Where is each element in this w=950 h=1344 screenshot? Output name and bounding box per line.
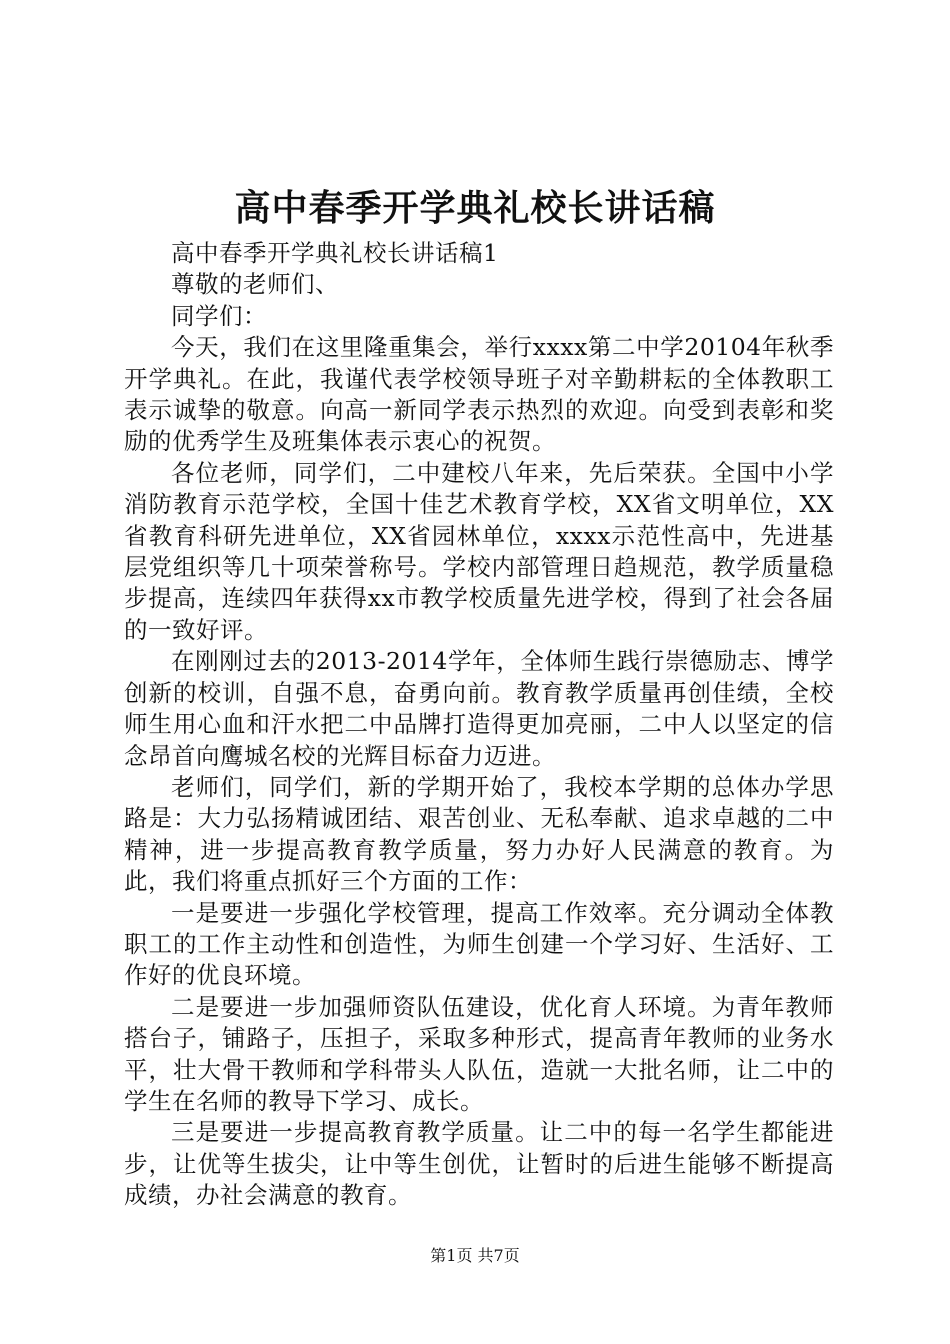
paragraph: 老师们，同学们，新的学期开始了，我校本学期的总体办学思路是：大力弘扬精诚团结、艰苦创业、无私奉献、追求卓越的二中精神，进一步提高教育教学质量，努力办好人民满意的教育。为此，我们将重点抓好三个方面的工作： xyxy=(124,772,834,896)
paragraph: 高中春季开学典礼校长讲话稿1 xyxy=(171,239,499,267)
paragraph: 一是要进一步强化学校管理，提高工作效率。充分调动全体教职工的工作主动性和创造性，为师生创建一个学习好、生活好、工作好的优良环境。 xyxy=(124,898,834,990)
paragraph: 在刚刚过去的2013-2014学年，全体师生践行崇德励志、博学创新的校训，自强不息，奋勇向前。教育教学质量再创佳绩，全校师生用心血和汗水把二中品牌打造得更加亮丽，二中人以坚定的信念昂首向鹰城名校的光辉目标奋力迈进。 xyxy=(124,647,834,770)
paragraph: 今天，我们在这里隆重集会，举行xxxx第二中学20104年秋季开学典礼。在此，我谨代表学校领导班子对辛勤耕耘的全体教职工表示诚挚的敬意。向高一新同学表示热烈的欢迎。向受到表彰和奖励的优秀学生及班集体表示衷心的祝贺。 xyxy=(124,333,834,456)
paragraph: 二是要进一步加强师资队伍建设，优化育人环境。为青年教师搭台子，铺路子，压担子，采取多种形式，提高青年教师的业务水平，壮大骨干教师和学科带头人队伍，造就一大批名师，让二中的学生在名师的教导下学习、成长。 xyxy=(124,992,834,1115)
paragraph: 尊敬的老师们、 xyxy=(171,270,339,299)
document-title: 高中春季开学典礼校长讲话稿 xyxy=(234,187,716,229)
document-body xyxy=(124,238,834,1212)
paragraph: 各位老师，同学们，二中建校八年来，先后荣获。全国中小学消防教育示范学校，全国十佳艺术教育学校，XX省文明单位，XX省教育科研先进单位，XX省园林单位，xxxx示范性高中，先进基层党组织等几十项荣誉称号。学校内部管理日趋规范，教学质量稳步提高，连续四年获得xx市教学校质量先进学校，得到了社会各届的一致好评。 xyxy=(124,458,834,644)
page-footer: 第1页 共7页 xyxy=(430,1246,520,1265)
paragraph: 同学们： xyxy=(171,301,267,330)
paragraph: 三是要进一步提高教育教学质量。让二中的每一名学生都能进步，让优等生拔尖，让中等生创优，让暂时的后进生能够不断提高成绩，办社会满意的教育。 xyxy=(124,1118,834,1210)
